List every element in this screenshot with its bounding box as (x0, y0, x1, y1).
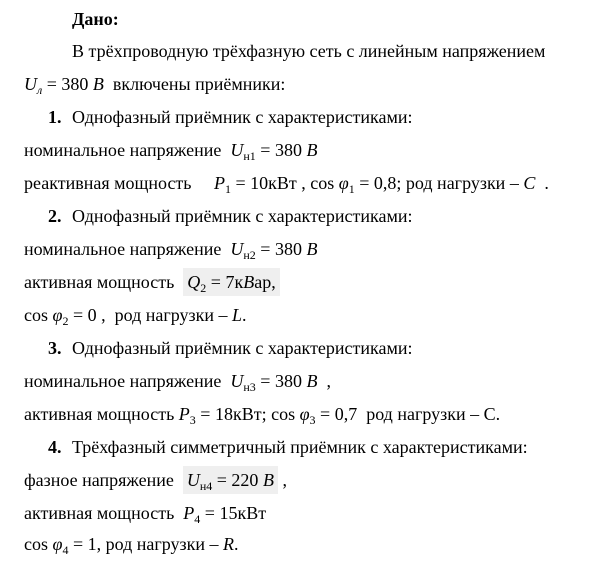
item-2-number: 2. (48, 206, 62, 226)
item-1-title: Однофазный приёмник с характеристиками: (72, 107, 413, 127)
item-1-voltage-value: = 380 (260, 140, 302, 160)
item-4-voltage-row (24, 469, 287, 497)
item-2-voltage-sub: н2 (243, 248, 256, 262)
item-4-power-label: активная мощность (24, 503, 175, 523)
item-1-voltage-symbol: U (230, 140, 244, 160)
item-3-voltage-value: = 380 (260, 371, 302, 391)
item-4-title: Трёхфазный симметричный приёмник с характеристиками: (72, 437, 528, 457)
item-4-cos-row (24, 533, 239, 561)
item-2-cos-value: = 0 , (72, 305, 106, 325)
item-2-power-highlight (183, 268, 279, 296)
item-1-load-label: род нагрузки – (405, 173, 519, 193)
item-4-phi: φ (52, 534, 63, 554)
item-2-cos-row (24, 304, 247, 332)
item-1-voltage-label: номинальное напряжение (24, 140, 222, 160)
item-2-voltage-value: = 380 (260, 239, 302, 259)
item-2-phi-sub: 2 (62, 314, 69, 328)
item-2-voltage-row (24, 238, 317, 266)
u-line-symbol: U (24, 74, 37, 94)
item-1-voltage-sub: н1 (243, 149, 256, 163)
item-4-tail: . (234, 534, 239, 554)
heading: Дано: (72, 9, 119, 29)
item-4-cos: cos (24, 534, 48, 554)
item-4-voltage-highlight (183, 466, 278, 494)
item-4-voltage-unit: B (262, 470, 274, 490)
item-1-power-symbol: P (214, 173, 226, 193)
item-3-power-value: = 18кВт; (200, 404, 267, 424)
item-4-phi-sub: 4 (62, 543, 69, 557)
item-3-title-row (48, 337, 413, 359)
item-3-voltage-unit: B (306, 371, 318, 391)
item-2-power-label: активная мощность (24, 272, 175, 292)
item-3-title: Однофазный приёмник с характеристиками: (72, 338, 413, 358)
item-2-voltage-unit: B (306, 239, 318, 259)
item-3-number: 3. (48, 338, 62, 358)
intro-line-1: В трёхпроводную трёхфазную сеть с линейным напряжением (72, 41, 546, 61)
item-4-voltage-value: = 220 (216, 470, 259, 490)
item-3-phi: φ (299, 404, 310, 424)
item-1-cos: cos (310, 173, 335, 193)
item-3-load-label: род нагрузки – С. (366, 404, 501, 424)
item-2-power-unit: B (243, 272, 255, 292)
item-3-voltage-row (24, 370, 331, 398)
item-4-power-symbol: P (183, 503, 195, 523)
u-line-unit: B (92, 74, 104, 94)
item-1-voltage-row (24, 139, 317, 167)
item-2-title: Однофазный приёмник с характеристиками: (72, 206, 413, 226)
u-line-value: = 380 (46, 74, 89, 94)
item-3-power-label: активная мощность (24, 404, 175, 424)
item-4-voltage-label: фазное напряжение (24, 470, 174, 490)
item-4-voltage-tail: , (282, 470, 287, 490)
item-4-load-label: род нагрузки – (105, 534, 219, 554)
item-1-power-sub: 1 (225, 182, 232, 196)
intro-line-2-rest: включены приёмники: (112, 74, 286, 94)
item-4-number: 4. (48, 437, 62, 457)
item-3-cos-value: = 0,7 (320, 404, 358, 424)
item-2-power-sub: 2 (200, 281, 207, 295)
item-4-voltage-sub: н4 (199, 479, 213, 493)
u-line-sub: л (37, 83, 43, 97)
item-3-cos: cos (271, 404, 296, 424)
item-4-power-value: = 15кВт (204, 503, 267, 523)
item-1-power-label: реактивная мощность (24, 173, 192, 193)
item-3-power-row (24, 403, 500, 431)
item-1-power-row: реактивная мощность $P_1 = 10кВт$ , $\cos \varphi_1 = 0,8$; род нагрузки – C . (24, 173, 549, 196)
item-3-voltage-sub: н3 (243, 380, 256, 394)
item-4-power-sub: 4 (194, 512, 201, 526)
item-2-cos: cos (24, 305, 48, 325)
item-4-power-row (24, 502, 266, 530)
intro-line-2 (24, 73, 285, 101)
item-1-title-row (48, 106, 413, 128)
item-3-phi-sub: 3 (309, 413, 316, 427)
item-1-number: 1. (48, 107, 62, 127)
item-1-tail: . (544, 173, 549, 193)
item-1-cos-value: = 0,8; (359, 173, 402, 193)
item-3-voltage-label: номинальное напряжение (24, 371, 222, 391)
item-2-power-row (24, 271, 280, 299)
item-2-title-row (48, 205, 413, 227)
item-3-power-sub: 3 (189, 413, 196, 427)
item-2-voltage-label: номинальное напряжение (24, 239, 222, 259)
item-2-load-label: род нагрузки – (114, 305, 228, 325)
item-3-voltage-symbol: U (230, 371, 244, 391)
item-1-phi: φ (338, 173, 349, 193)
item-3-power-symbol: P (178, 404, 190, 424)
item-2-power-value: = 7к (210, 272, 244, 292)
item-2-power-symbol: Q (187, 272, 201, 292)
item-2-load: L (232, 305, 243, 325)
item-2-voltage-symbol: U (230, 239, 244, 259)
item-4-load: R (223, 534, 235, 554)
item-2-tail: . (242, 305, 247, 325)
item-1-power-value: = 10кВт (235, 173, 297, 193)
item-1-phi-sub: 1 (348, 182, 355, 196)
item-4-voltage-symbol: U (186, 470, 200, 490)
item-2-phi: φ (52, 305, 63, 325)
item-2-power-unit-tail: ар, (254, 272, 276, 292)
item-4-title-row (48, 436, 528, 458)
item-1-voltage-unit: B (306, 140, 318, 160)
item-4-cos-value: = 1, (72, 534, 102, 554)
item-3-voltage-tail: , (326, 371, 331, 391)
item-1-load: C (523, 173, 536, 193)
